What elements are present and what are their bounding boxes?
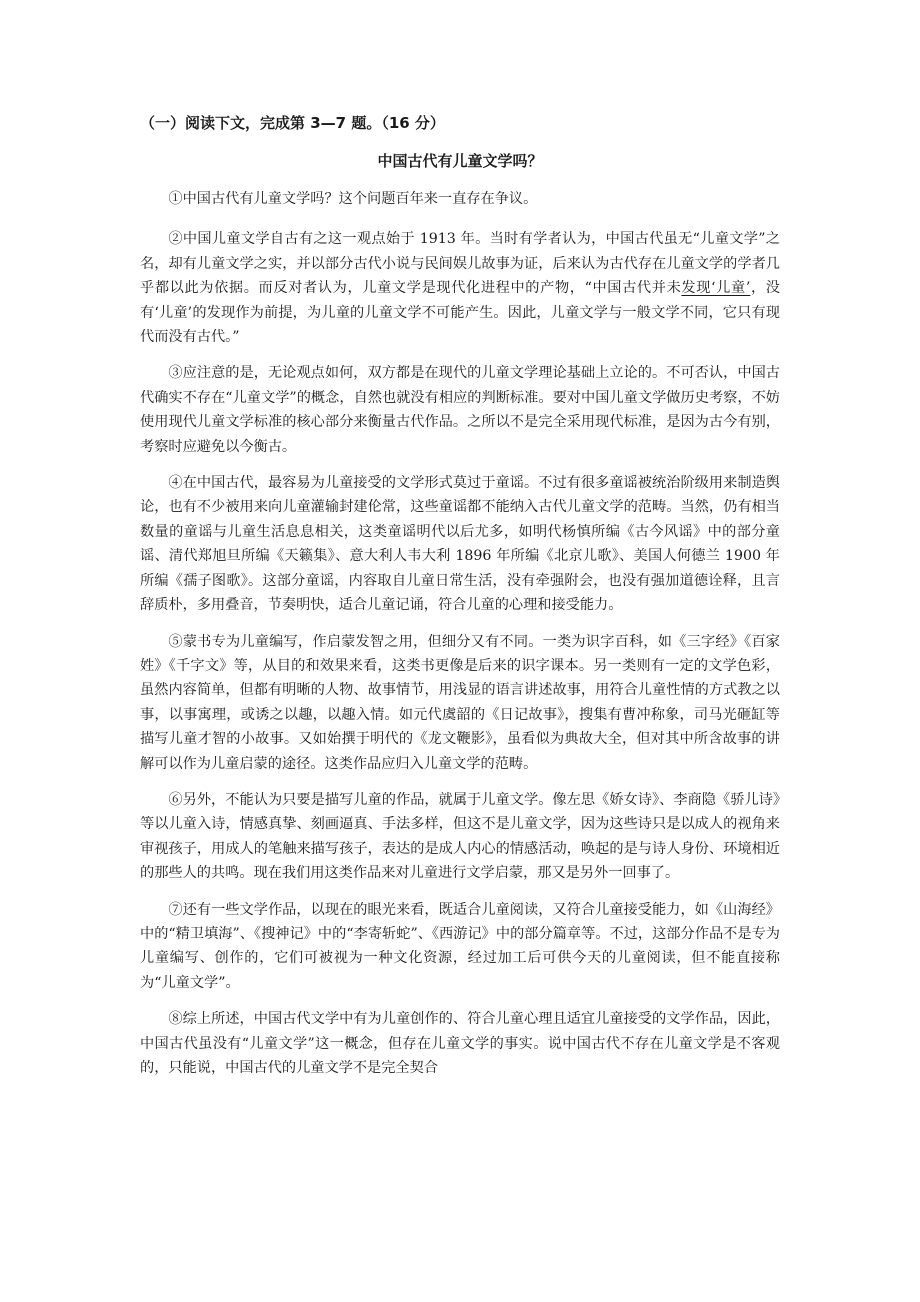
paragraph-8: ⑧综上所述，中国古代文学中有为儿童创作的、符合儿童心理且适宜儿童接受的文学作品，因此，中国古代虽没有“儿童文学”这一概念，但存在儿童文学的事实。说中国古代不存在儿童文学是不客观的，只能说，中国古代的儿童文学不是完全契合 — [140, 1011, 780, 1076]
document-page — [140, 112, 780, 1092]
paragraph-3: ③应注意的是，无论观点如何，双方都是在现代的儿童文学理论基础上立论的。不可否认，中国古代确实不存在“儿童文学”的概念，自然也就没有相应的判断标准。要对中国儿童文学做历史考察，不妨使用现代儿童文学标准的核心部分来衡量古代作品。之所以不是完全采用现代标准，是因为古今有别，考察时应避免以今衡古。 — [140, 365, 780, 455]
paragraph-5: ⑤蒙书专为儿童编写，作启蒙发智之用，但细分又有不同。一类为识字百科，如《三字经》《百家姓》《千字文》等，从目的和效果来看，这类书更像是后来的识字课本。另一类则有一定的文学色彩，虽然内容简单，但都有明晰的人物、故事情节，用浅显的语言讲述故事，用符合儿童性情的方式教之以事，以事寓理，或诱之以趣，以趣入情。如元代虞韶的《日记故事》，搜集有曹冲称象，司马光砸缸等描写儿童才智的小故事。又如始撰于明代的《龙文鞭影》，虽看似为典故大全，但对其中所含故事的讲解可以作为儿童启蒙的途径。这类作品应归入儿童文学的范畴。 — [140, 633, 780, 772]
article-title: 中国古代有儿童文学吗？ — [377, 152, 543, 170]
paragraph-4: ④在中国古代，最容易为儿童接受的文学形式莫过于童谣。不过有很多童谣被统治阶级用来制造舆论，也有不少被用来向儿童灌输封建伦常，这些童谣都不能纳入古代儿童文学的范畴。当然，仍有相当数量的童谣与儿童生活息息相关，这类童谣明代以后尤多，如明代杨慎所编《古今风谣》中的部分童谣、清代郑旭旦所编《天籁集》、意大利人韦大利 1896 年所编《北京儿歌》、美国人何德兰 1900 年所编《孺子图歌》。这部分童谣，内容取自儿童日常生活，没有牵强附会，也没有强加道德诠释，且言辞质朴，多用叠音，节奏明快，适合儿童记诵，符合儿童的心理和接受能力。 — [140, 475, 780, 614]
paragraph-7: ⑦还有一些文学作品，以现在的眼光来看，既适合儿童阅读，又符合儿童接受能力，如《山海经》中的“精卫填海”、《搜神记》中的“李寄斩蛇”、《西游记》中的部分篇章等。不过，这部分作品不是专为儿童编写、创作的，它们可被视为一种文化资源，经过加工后可供今天的儿童阅读，但不能直接称为“儿童文学”。 — [140, 901, 780, 991]
paragraph-2 — [140, 227, 780, 349]
paragraph-2-text-b: ，没有‘儿童’的发现作为前提，为儿童的儿童文学不可能产生。因此，儿童文学与一般文学不同，它只有现代而没有古代。” — [140, 280, 780, 346]
paragraph-6: ⑥另外，不能认为只要是描写儿童的作品，就属于儿童文学。像左思《娇女诗》、李商隐《骄儿诗》等以儿童入诗，情感真挚、刻画逼真、手法多样，但这不是儿童文学，因为这些诗只是以成人的视角来审视孩子，用成人的笔触来描写孩子，表达的是成人内心的情感活动，唤起的是与诗人身份、环境相近的那些人的共鸣。现在我们用这类作品来对儿童进行文学启蒙，那又是另外一回事了。 — [140, 791, 780, 882]
paragraph-1: ①中国古代有儿童文学吗？这个问题百年来一直存在争议。 — [168, 191, 538, 207]
paragraph-2-text-a: ②中国儿童文学自古有之这一观点始于 1913 年。当时有学者认为，中国古代虽无“儿童文学”之名，却有儿童文学之实，并以部分古代小说与民间娱儿故事为证，后来认为古代存在儿童文学的学者几乎都以此为依据。而反对者认为，儿童文学是现代化进程中的产物，“中国古代并未 — [140, 231, 780, 297]
underlined-phrase: 发现‘儿童’ — [681, 280, 751, 297]
section-heading: （一）阅读下文，完成第 3—7 题。（16 分） — [140, 114, 445, 132]
